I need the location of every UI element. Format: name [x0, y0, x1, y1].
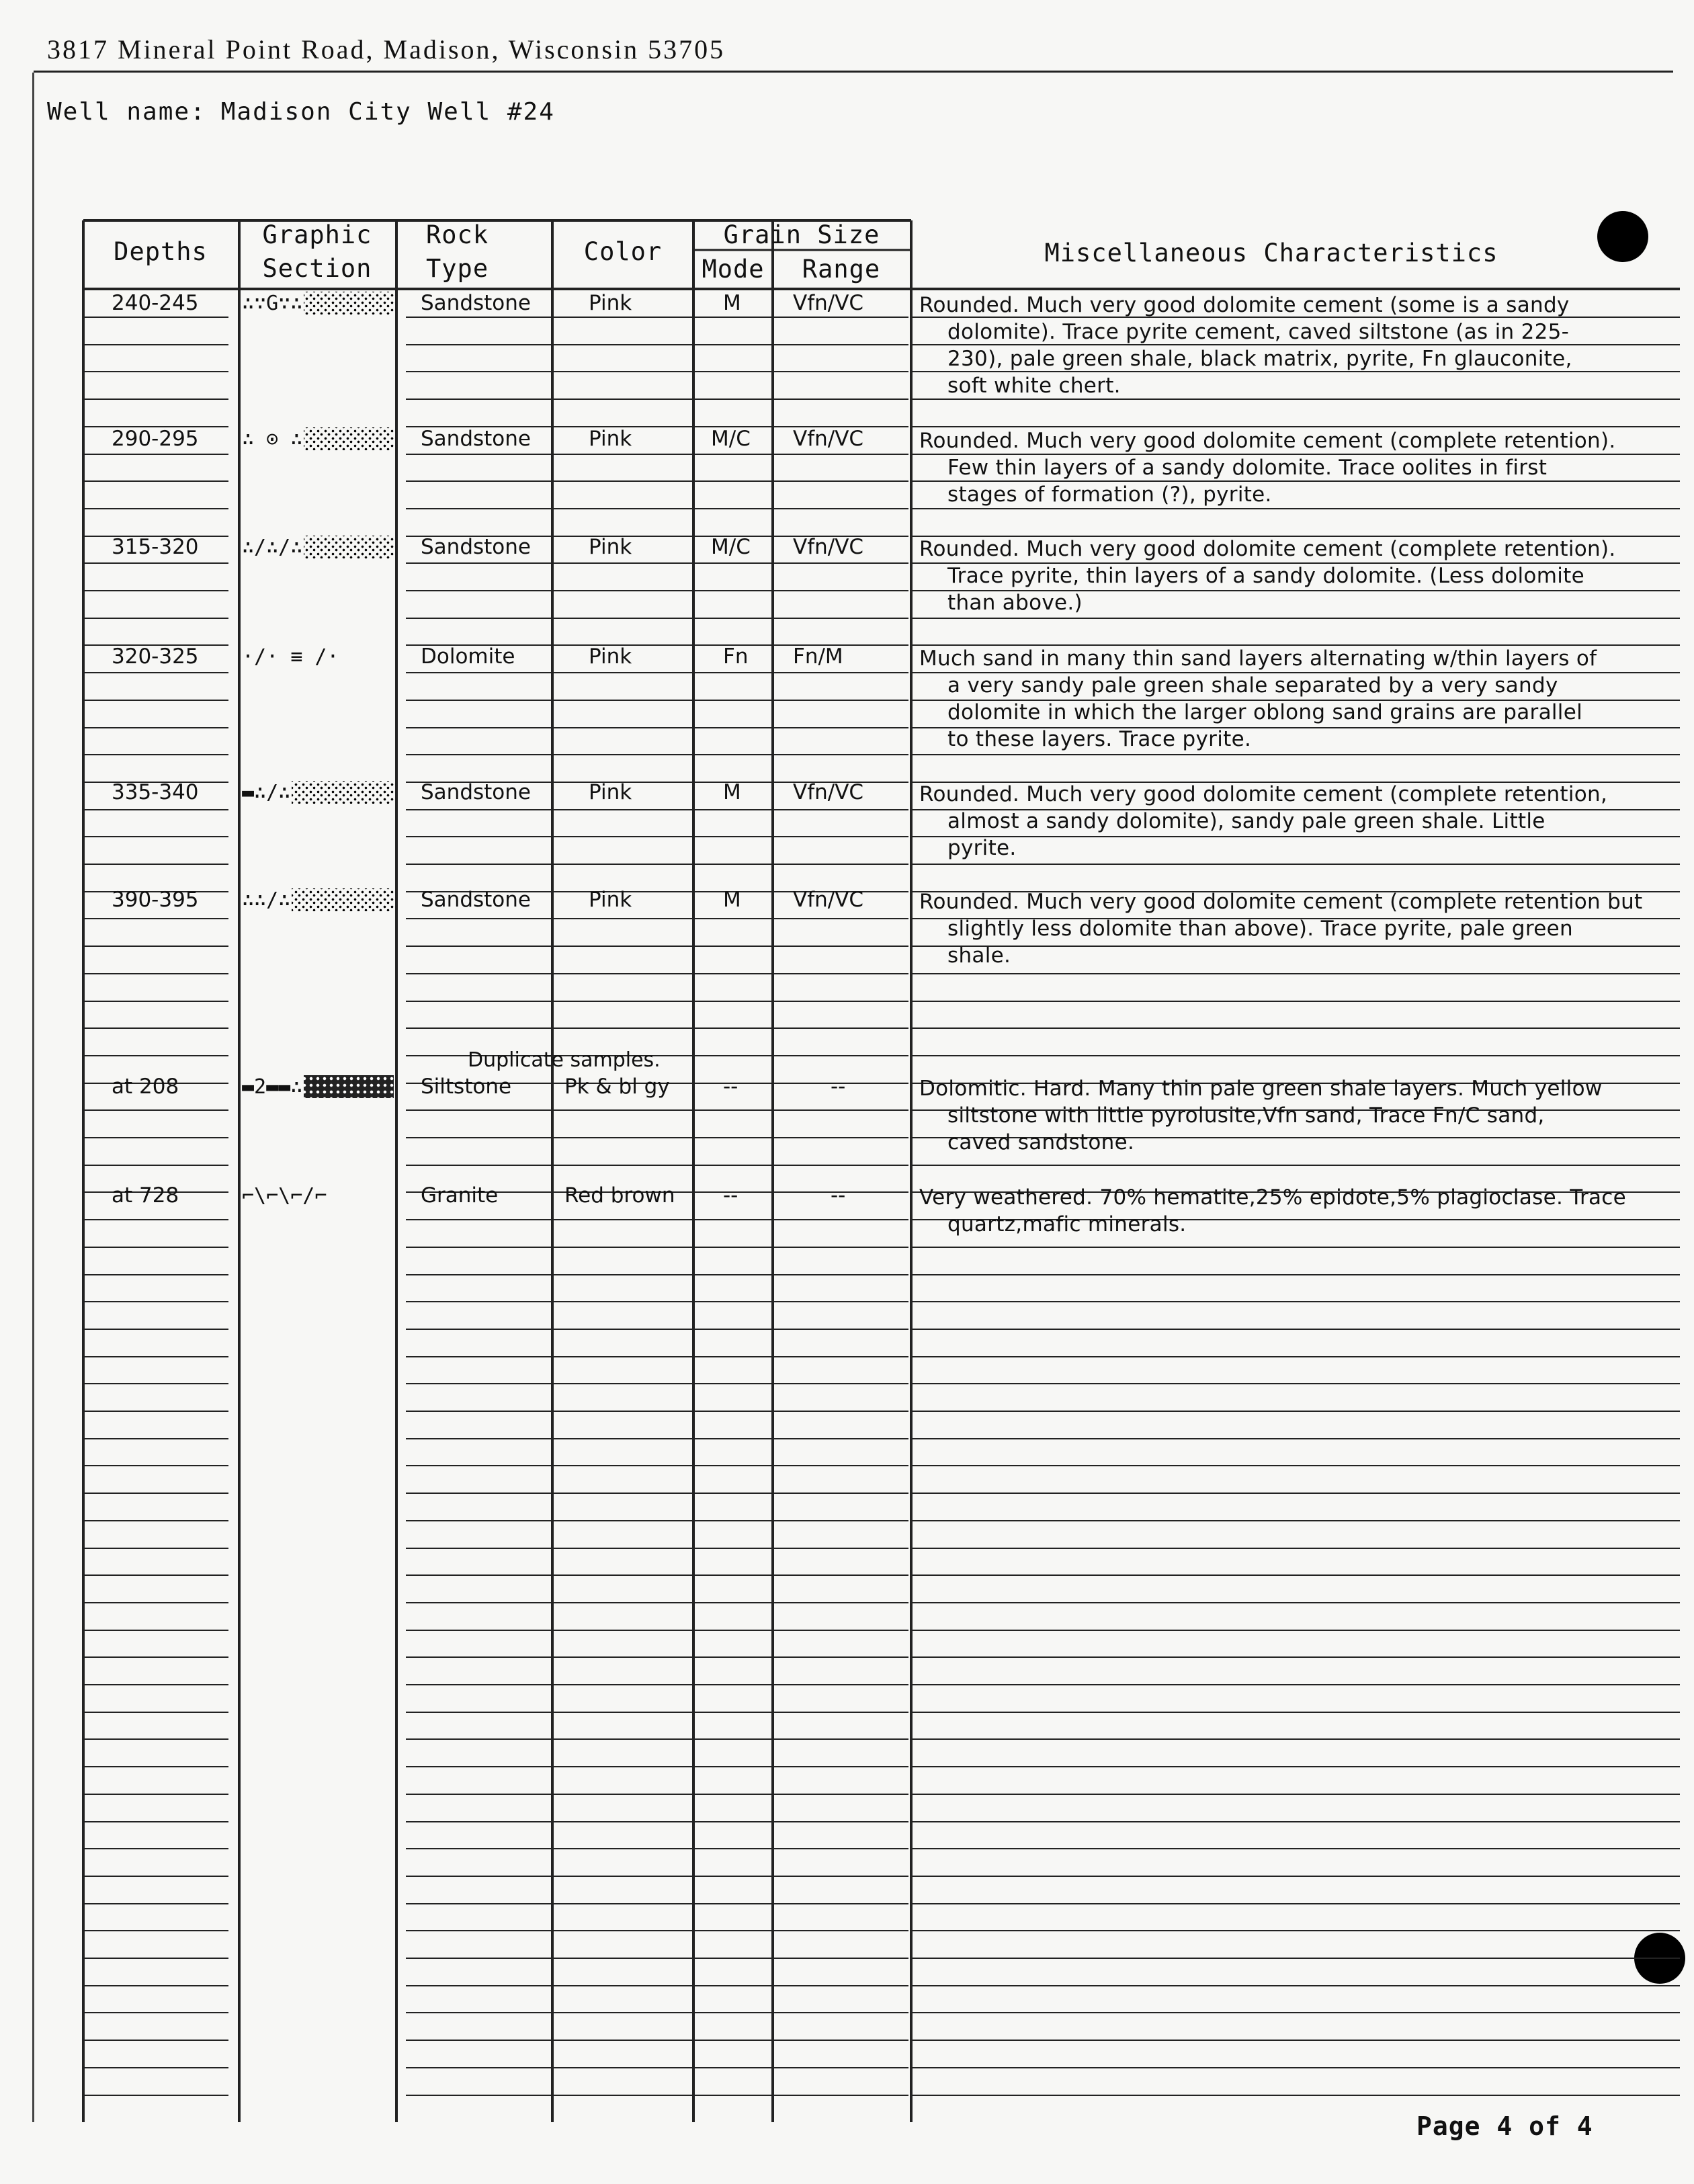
depth-value: 320-325 — [112, 644, 199, 669]
graphic-section-pattern — [241, 536, 394, 558]
mode-value: M — [723, 291, 741, 315]
range-value: -- — [831, 1075, 846, 1099]
misc-line: soft white chert. — [947, 374, 1121, 398]
graphic-section-pattern — [241, 292, 394, 314]
graphic-section-pattern — [241, 645, 394, 668]
color-value: Pink — [589, 888, 632, 912]
rock-type-value: Sandstone — [421, 427, 531, 451]
lab-address: 3817 Mineral Point Road, Madison, Wisconsin 53705 — [47, 34, 726, 65]
misc-line: stages of formation (?), pyrite. — [947, 482, 1272, 507]
range-value: Vfn/VC — [793, 427, 864, 451]
header-rock-2: Type — [426, 254, 489, 283]
header-range: Range — [802, 255, 881, 284]
header-color: Color — [583, 237, 663, 266]
depth-value: 290-295 — [112, 427, 199, 451]
misc-line: Rounded. Much very good dolomite cement (complete retention). — [919, 537, 1616, 561]
range-value: Vfn/VC — [793, 780, 864, 804]
mode-value: M — [723, 780, 741, 804]
depth-value: 315-320 — [112, 535, 199, 559]
rock-type-value: Dolomite — [421, 644, 515, 669]
depth-value: 240-245 — [112, 291, 199, 315]
depth-value: 335-340 — [112, 780, 199, 804]
duplicate-samples-note: Duplicate samples. — [468, 1048, 661, 1072]
misc-line: almost a sandy dolomite), sandy pale green shale. Little — [947, 809, 1545, 833]
misc-line: 230), pale green shale, black matrix, pyrite, Fn glauconite, — [947, 347, 1572, 371]
header-graphic-2: Section — [262, 254, 372, 283]
misc-line: pyrite. — [947, 836, 1017, 860]
rock-type-value: Sandstone — [421, 291, 531, 315]
misc-line: a very sandy pale green shale separated by a very sandy — [947, 673, 1558, 698]
header-grain-size: Grain Size — [723, 220, 880, 249]
range-value: Vfn/VC — [793, 291, 864, 315]
depth-value: at 728 — [112, 1183, 179, 1208]
header-graphic-1: Graphic — [262, 220, 372, 249]
misc-line: Rounded. Much very good dolomite cement (complete retention). — [919, 429, 1616, 453]
page-number: Page 4 of 4 — [1416, 2111, 1593, 2141]
misc-line: Much sand in many thin sand layers alternating w/thin layers of — [919, 646, 1597, 671]
graphic-section-pattern — [241, 888, 394, 911]
range-value: Vfn/VC — [793, 888, 864, 912]
graphic-symbols: ∴/∴/∴ — [242, 536, 303, 559]
range-value: Fn/M — [793, 644, 843, 669]
color-value: Pink — [589, 427, 632, 451]
misc-line: Few thin layers of a sandy dolomite. Trace oolites in first — [947, 456, 1548, 480]
rock-type-value: Sandstone — [421, 888, 531, 912]
rock-type-value: Granite — [421, 1183, 499, 1208]
misc-line: to these layers. Trace pyrite. — [947, 727, 1252, 751]
graphic-symbols: ▬2▬▬∴ — [242, 1075, 303, 1099]
misc-line: Dolomitic. Hard. Many thin pale green shale layers. Much yellow — [919, 1077, 1603, 1101]
mode-value: M/C — [711, 535, 751, 559]
misc-line: Trace pyrite, thin layers of a sandy dolomite. (Less dolomite — [947, 564, 1584, 588]
graphic-symbols: ▬∴/∴ — [242, 781, 291, 804]
misc-line: slightly less dolomite than above). Trace pyrite, pale green — [947, 917, 1573, 941]
misc-line: Rounded. Much very good dolomite cement (some is a sandy — [919, 293, 1570, 317]
graphic-symbols: ⌐\⌐\⌐/⌐ — [242, 1184, 327, 1208]
well-name-label: Well name: — [47, 98, 206, 126]
mode-value: Fn — [723, 644, 749, 669]
graphic-symbols: ∴ ⊙ ∴ — [242, 427, 303, 451]
color-value: Pk & bl gy — [564, 1075, 670, 1099]
range-value: -- — [831, 1183, 846, 1208]
graphic-symbols: ·/· ≡ /· — [242, 645, 339, 669]
misc-line: Rounded. Much very good dolomite cement (complete retention, — [919, 782, 1608, 806]
misc-line: siltstone with little pyrolusite,Vfn sand, Trace Fn/C sand, — [947, 1103, 1545, 1128]
misc-line: dolomite). Trace pyrite cement, caved siltstone (as in 225- — [947, 320, 1570, 344]
header-misc: Miscellaneous Characteristics — [1044, 239, 1498, 267]
misc-line: than above.) — [947, 591, 1083, 615]
depth-value: 390-395 — [112, 888, 199, 912]
misc-line: Very weathered. 70% hematite,25% epidote,5% plagioclase. Trace — [919, 1185, 1626, 1210]
header-rock-1: Rock — [426, 220, 489, 249]
color-value: Pink — [589, 780, 632, 804]
color-value: Pink — [589, 644, 632, 669]
graphic-section-pattern — [241, 427, 394, 450]
mode-value: M — [723, 888, 741, 912]
range-value: Vfn/VC — [793, 535, 864, 559]
rock-type-value: Sandstone — [421, 535, 531, 559]
header-depths: Depths — [114, 237, 208, 266]
graphic-symbols: ∴∵G∵∴ — [242, 292, 303, 315]
mode-value: M/C — [711, 427, 751, 451]
mode-value: -- — [723, 1183, 738, 1208]
rock-type-value: Sandstone — [421, 780, 531, 804]
header-mode: Mode — [702, 255, 765, 284]
graphic-symbols: ∴∴/∴ — [242, 888, 291, 912]
color-value: Red brown — [564, 1183, 675, 1208]
graphic-section-pattern — [241, 781, 394, 804]
rock-type-value: Siltstone — [421, 1075, 512, 1099]
graphic-section-pattern — [241, 1075, 394, 1098]
mode-value: -- — [723, 1075, 738, 1099]
well-name-value: Madison City Well #24 — [220, 98, 555, 126]
graphic-section-pattern — [241, 1184, 394, 1207]
misc-line: dolomite in which the larger oblong sand grains are parallel — [947, 700, 1583, 724]
misc-line: shale. — [947, 943, 1011, 968]
misc-line: Rounded. Much very good dolomite cement (complete retention but — [919, 890, 1643, 914]
color-value: Pink — [589, 535, 632, 559]
color-value: Pink — [589, 291, 632, 315]
misc-line: quartz,mafic minerals. — [947, 1212, 1187, 1236]
depth-value: at 208 — [112, 1075, 179, 1099]
misc-line: caved sandstone. — [947, 1130, 1135, 1154]
